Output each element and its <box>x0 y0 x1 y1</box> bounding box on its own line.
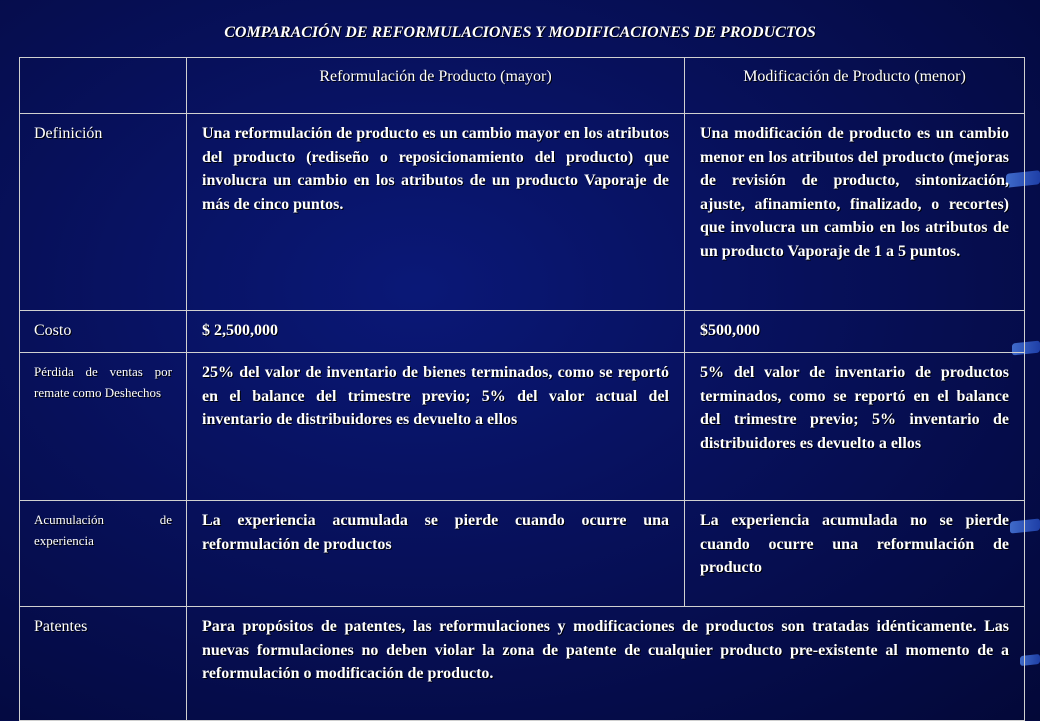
table-header-row <box>20 58 1025 114</box>
table-row-definition <box>20 114 1025 311</box>
definition-minor: Una modificación de producto es un cambio menor en los atributos del producto (mejoras de revisión de producto, sintonización, ajuste, afinamiento, finalizado, o recortes) que involucra un cambio en los atributos de un producto Vaporaje de 1 a 5 puntos. <box>685 114 1025 311</box>
experience-major: La experiencia acumulada se pierde cuando ocurre una reformulación de productos <box>187 501 685 607</box>
row-label: Patentes <box>20 607 187 721</box>
sales-loss-minor: 5% del valor de inventario de productos terminados, como se reportó en el balance del trimestre previo; 5% inventario de distribuidores es devuelto a ellos <box>685 353 1025 501</box>
experience-minor: La experiencia acumulada no se pierde cuando ocurre una reformulación de producto <box>685 501 1025 607</box>
row-label: Costo <box>20 311 187 353</box>
table-row-experience <box>20 501 1025 607</box>
comparison-table <box>19 57 1025 721</box>
definition-major: Una reformulación de producto es un cambio mayor en los atributos del producto (rediseño o reposicionamiento del producto) que involucra un cambio en los atributos de un producto Vaporaje de más de cinco puntos. <box>187 114 685 311</box>
table-row-sales-loss <box>20 353 1025 501</box>
row-label: Definición <box>20 114 187 311</box>
header-modification: Modificación de Producto (menor) <box>685 58 1025 114</box>
table-row-cost <box>20 311 1025 353</box>
cost-major: $ 2,500,000 <box>187 311 685 353</box>
row-label: Acumulación de experiencia <box>20 501 187 607</box>
table-row-patents <box>20 607 1025 721</box>
sales-loss-major: 25% del valor de inventario de bienes terminados, como se reportó en el balance del trimestre previo; 5% del valor actual del inventario de distribuidores es devuelto a ellos <box>187 353 685 501</box>
row-label: Pérdida de ventas por remate como Deshechos <box>20 353 187 501</box>
header-empty-cell <box>20 58 187 114</box>
header-reformulation: Reformulación de Producto (mayor) <box>187 58 685 114</box>
cost-minor: $500,000 <box>685 311 1025 353</box>
page-title: COMPARACIÓN DE REFORMULACIONES Y MODIFICACIONES DE PRODUCTOS <box>224 24 816 41</box>
patents-merged: Para propósitos de patentes, las reformulaciones y modificaciones de productos son tratadas idénticamente. Las nuevas formulaciones no deben violar la zona de patente de cualquier producto pre-existente al momento de a reformulación o modificación de producto. <box>187 607 1025 721</box>
